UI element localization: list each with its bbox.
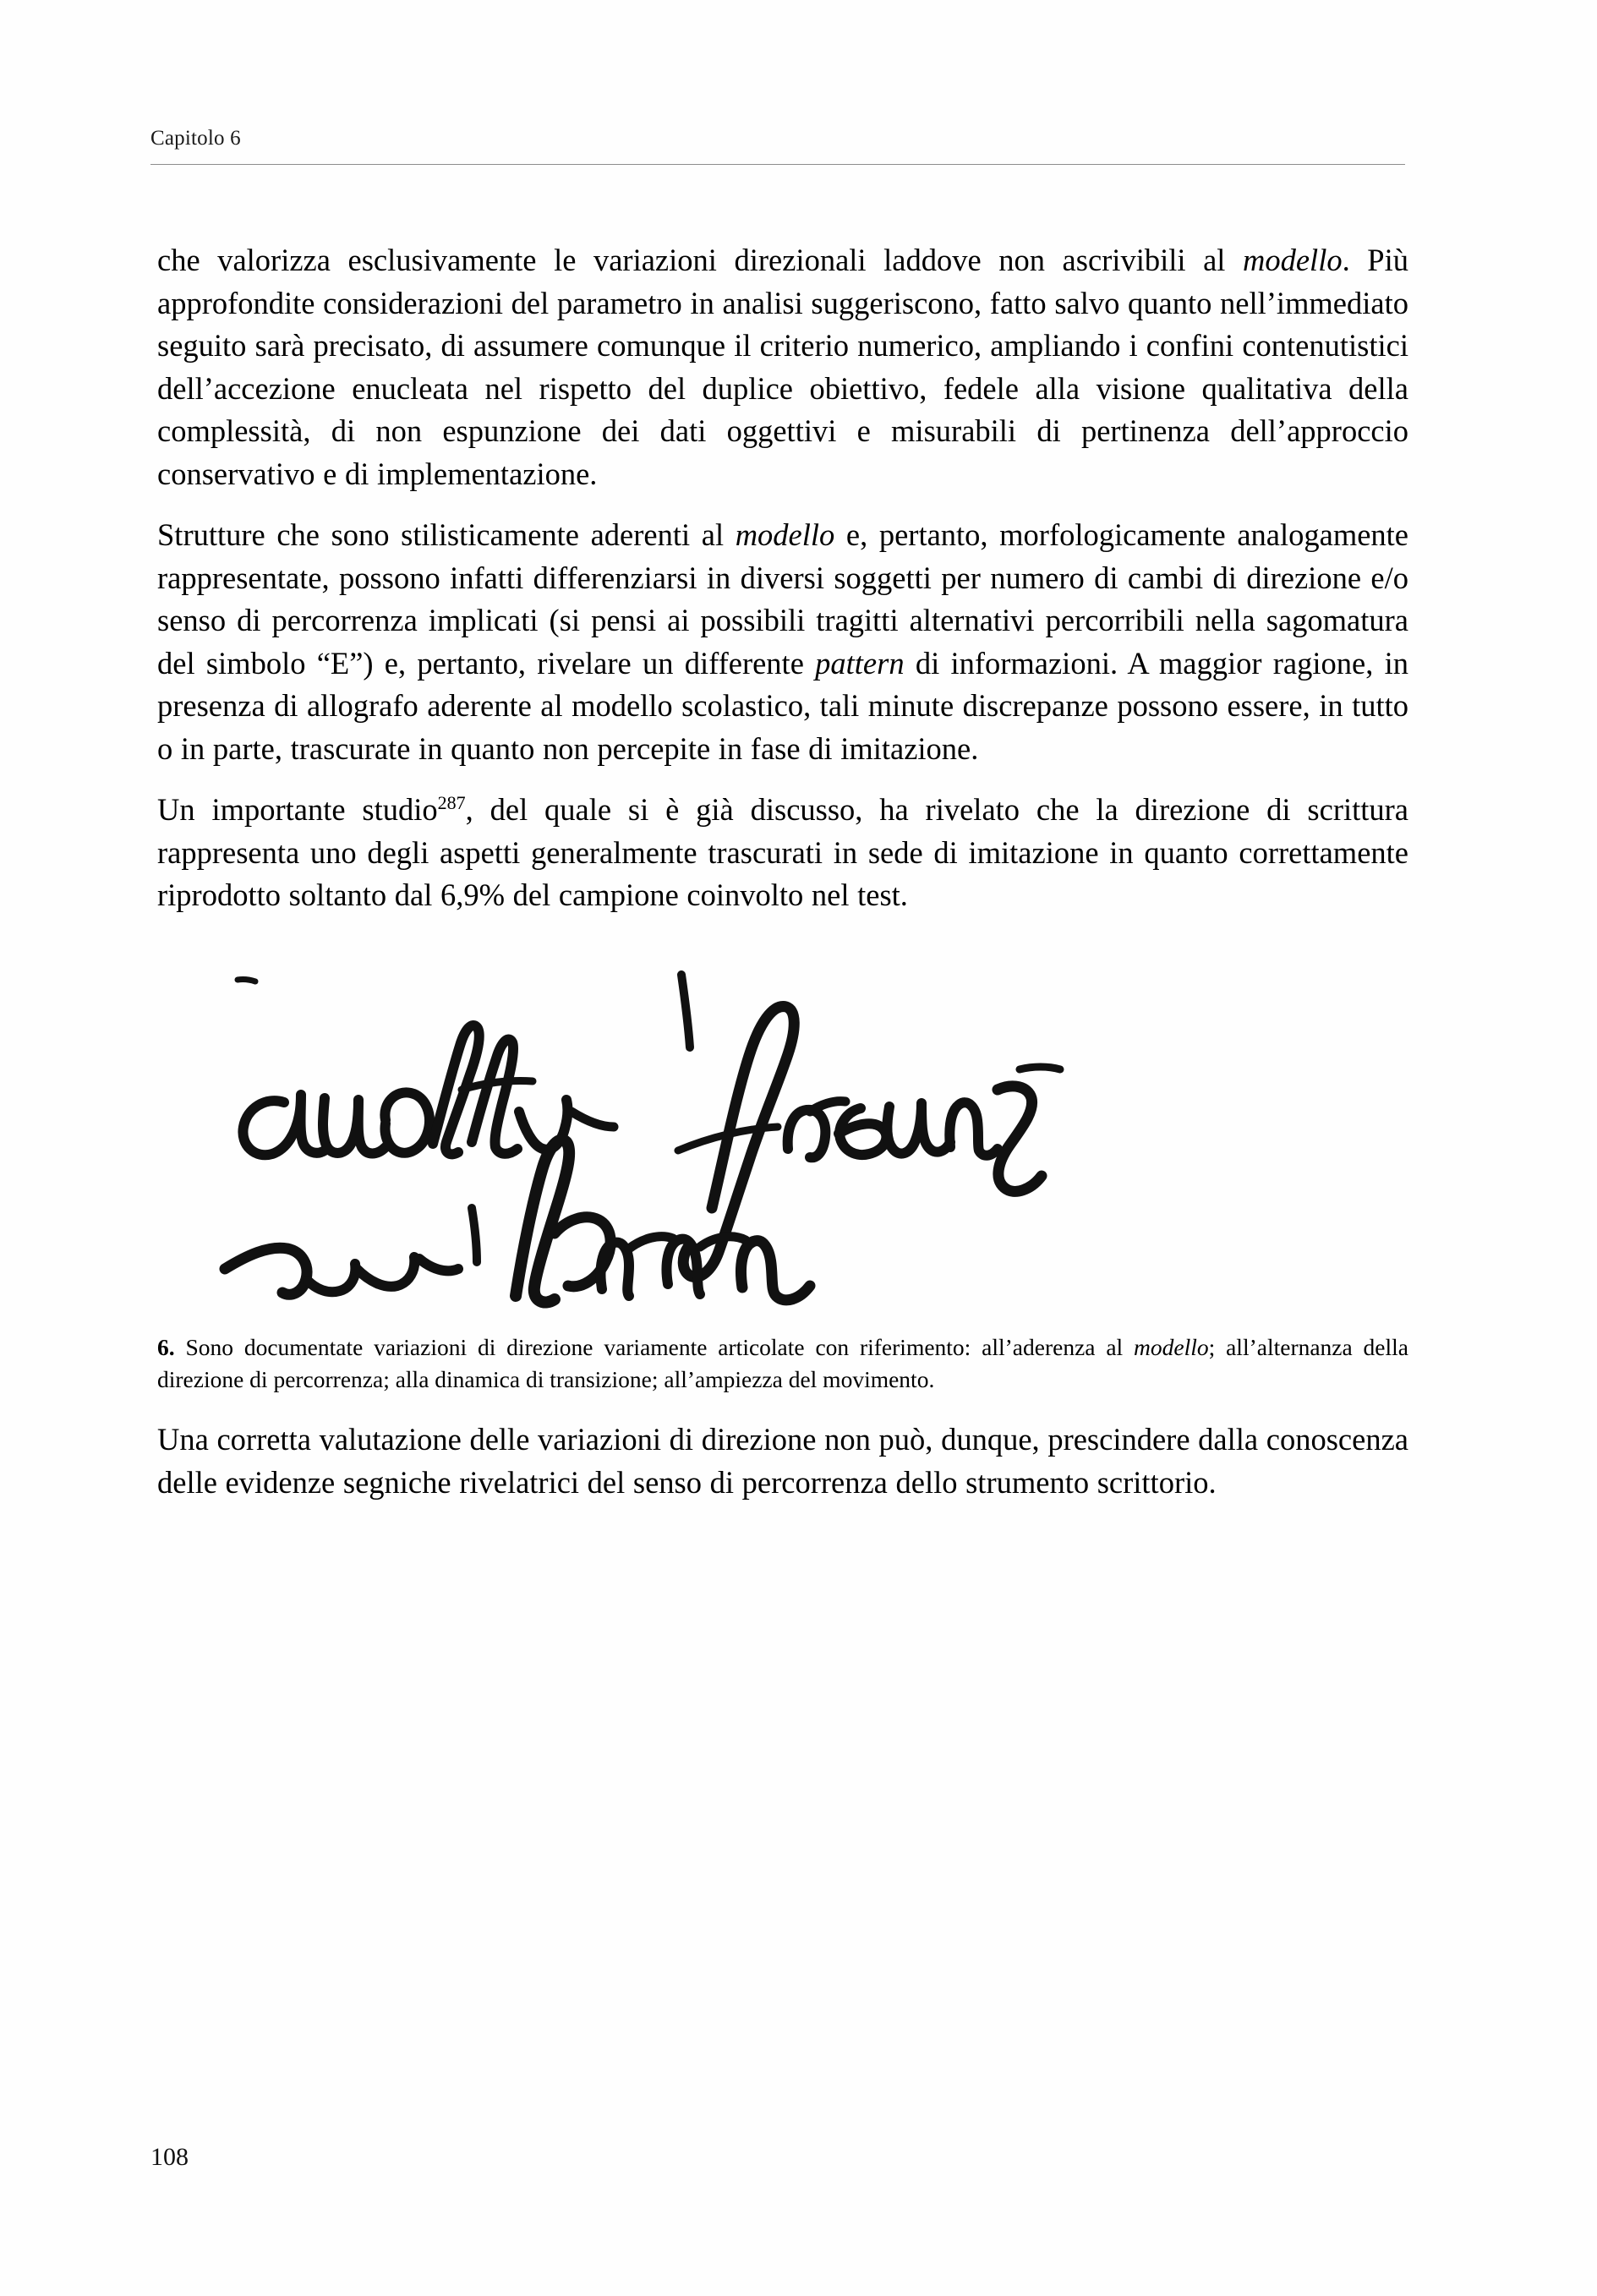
handwriting-sample-image — [174, 954, 1400, 1318]
italic-run: modello — [1243, 243, 1343, 277]
running-head: Capitolo 6 — [150, 127, 241, 150]
page-header — [150, 127, 1444, 165]
italic-run: pattern — [815, 645, 905, 681]
italic-run: modello — [1134, 1333, 1209, 1360]
paragraph-3: Un importante studio$^{287}$, del quale si è già discusso, ha rivelato che la direzione di scrittura rappresenta uno degli aspetti generalmente trascurati in sede di imitazione in quanto correttamente riprodotto soltanto dal 6,9% del campione coinvolto nel test. — [157, 791, 1408, 912]
italic-run: modello — [735, 517, 835, 552]
bold-run: 6. — [157, 1333, 175, 1360]
page-number: 108 — [150, 2143, 189, 2171]
paragraph-2: Strutture che sono stilisticamente aderenti al modello e, pertanto, morfologicamente analogamente rappresentate, possono infatti differenziarsi in diversi soggetti per numero di cambi di direzione e/o senso di percorrenza implicati (si pensi ai possibili tragitti alternativi percorribili nella sagomatura del simbolo “E”) e, pertanto, rivelare un differente pattern di informazioni. A maggior ragione, in presenza di allografo aderente al modello scolastico, tali minute discrepanze possono essere, in tutto o in parte, trascurate in quanto non percepite in fase di imitazione. — [157, 517, 1409, 766]
header-divider — [150, 164, 1405, 165]
paragraph-4: Una corretta valutazione delle variazioni di direzione non può, dunque, prescindere dalla conoscenza delle evidenze segniche rivelatrici del senso di percorrenza dello strumento scrittorio. — [157, 1422, 1408, 1500]
footnote-marker: 287 — [437, 791, 466, 813]
paragraph-1: che valorizza esclusivamente le variazioni direzionali laddove non ascrivibili al modello. Più approfondite considerazioni del parametro in analisi suggeriscono, fatto salvo quanto nell’immediato seguito sarà precisato, di assumere comunque il criterio numerico, ampliando i confini contenutistici dell’accezione enucleata nel rispetto del duplice obiettivo, fedele alla visione qualitativa della complessità, di non espunzione dei dati oggettivi e misurabili di pertinenza dell’approccio conservativo e di implementazione. — [157, 243, 1408, 491]
page-body — [157, 239, 1408, 1522]
figure-caption: 6. Sono documentate variazioni di direzione variamente articolate con riferimento: all’aderenza al modello; all’alternanza della direzione di percorrenza; alla dinamica di transizione; all’ampiezza del movimento. — [157, 1333, 1408, 1392]
figure-block — [157, 954, 1408, 1318]
